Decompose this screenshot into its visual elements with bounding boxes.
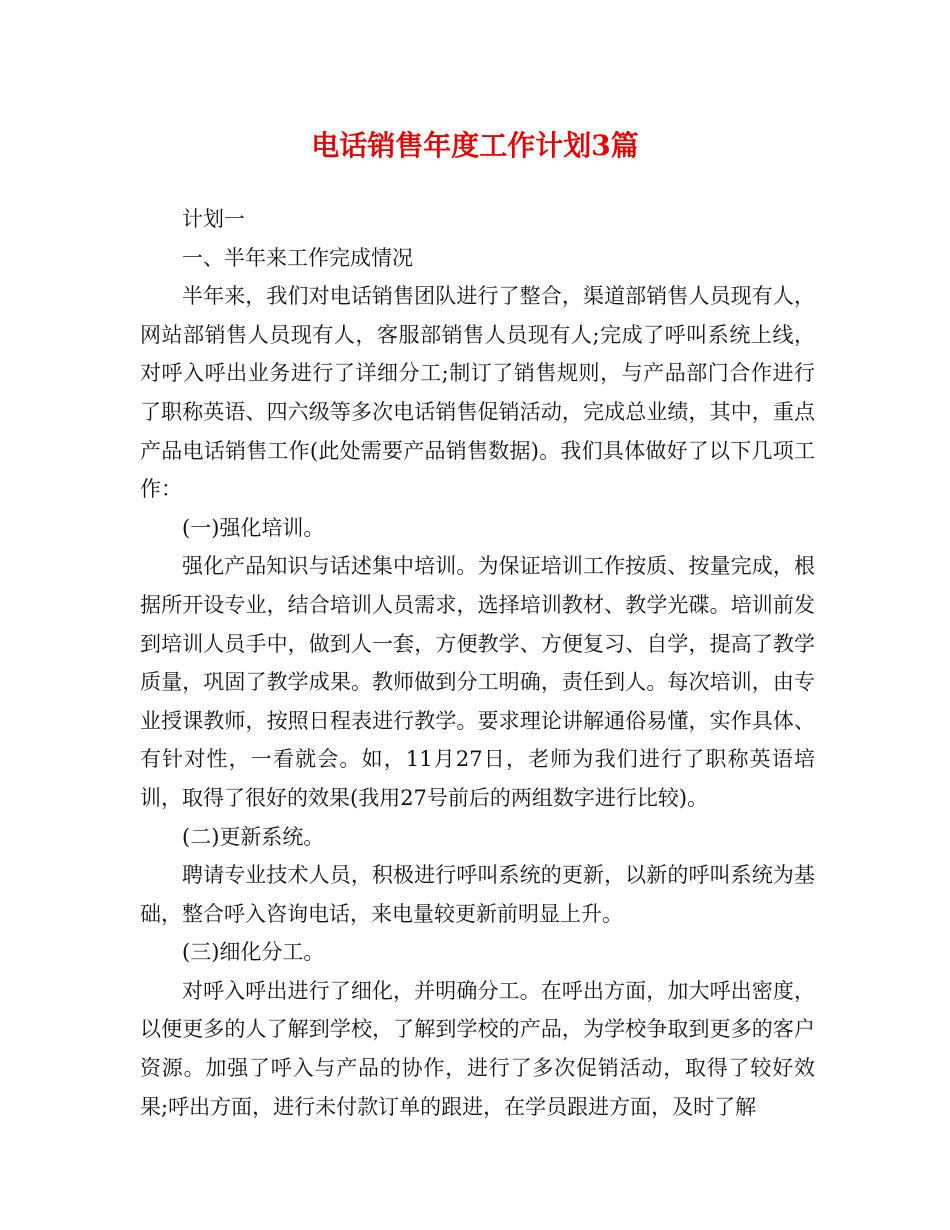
paragraph-system: 聘请专业技术人员，积极进行呼叫系统的更新，以新的呼叫系统为基础，整合呼入咨询电话，来电量较更新前明显上升。 [140,863,815,926]
paragraph-subheading-training: (一)强化培训。 [182,515,325,540]
paragraph-summary: 半年来，我们对电话销售团队进行了整合，渠道部销售人员现有人，网站部销售人员现有人，客服部销售人员现有人;完成了呼叫系统上线，对呼入呼出业务进行了详细分工;制订了销售规则，与产品部门合作进行了职称英语、四六级等多次电话销售促销活动，完成总业绩，其中，重点产品电话销售工作(此处需要产品销售数据)。我们具体做好了以下几项工作： [140,284,815,502]
document-body [140,200,815,1126]
paragraph-training: 强化产品知识与话述集中培训。为保证培训工作按质、按量完成，根据所开设专业，结合培训人员需求，选择培训教材、教学光碟。培训前发到培训人员手中，做到人一套，方便教学、方便复习、自学，提高了教学质量，巩固了教学成果。教师做到分工明确，责任到人。每次培训，由专业授课教师，按照日程表进行教学。要求理论讲解通俗易懂，实作具体、有针对性，一看就会。如，11月27日，老师为我们进行了职称英语培训，取得了很好的效果(我用27号前后的两组数字进行比较)。 [140,554,815,810]
paragraph-subheading-division: (三)细化分工。 [182,940,325,965]
document-title: 电话销售年度工作计划3篇 [311,129,639,162]
paragraph-subheading-system: (二)更新系统。 [182,824,325,849]
paragraph-division: 对呼入呼出进行了细化，并明确分工。在呼出方面，加大呼出密度，以便更多的人了解到学校，了解到学校的产品，为学校争取到更多的客户资源。加强了呼入与产品的协作，进行了多次促销活动，取得了较好效果;呼出方面，进行未付款订单的跟进，在学员跟进方面，及时了解 [140,978,815,1119]
paragraph-plan-one-heading: 计划一 [182,207,245,231]
paragraph-section-heading: 一、半年来工作完成情况 [182,245,413,270]
